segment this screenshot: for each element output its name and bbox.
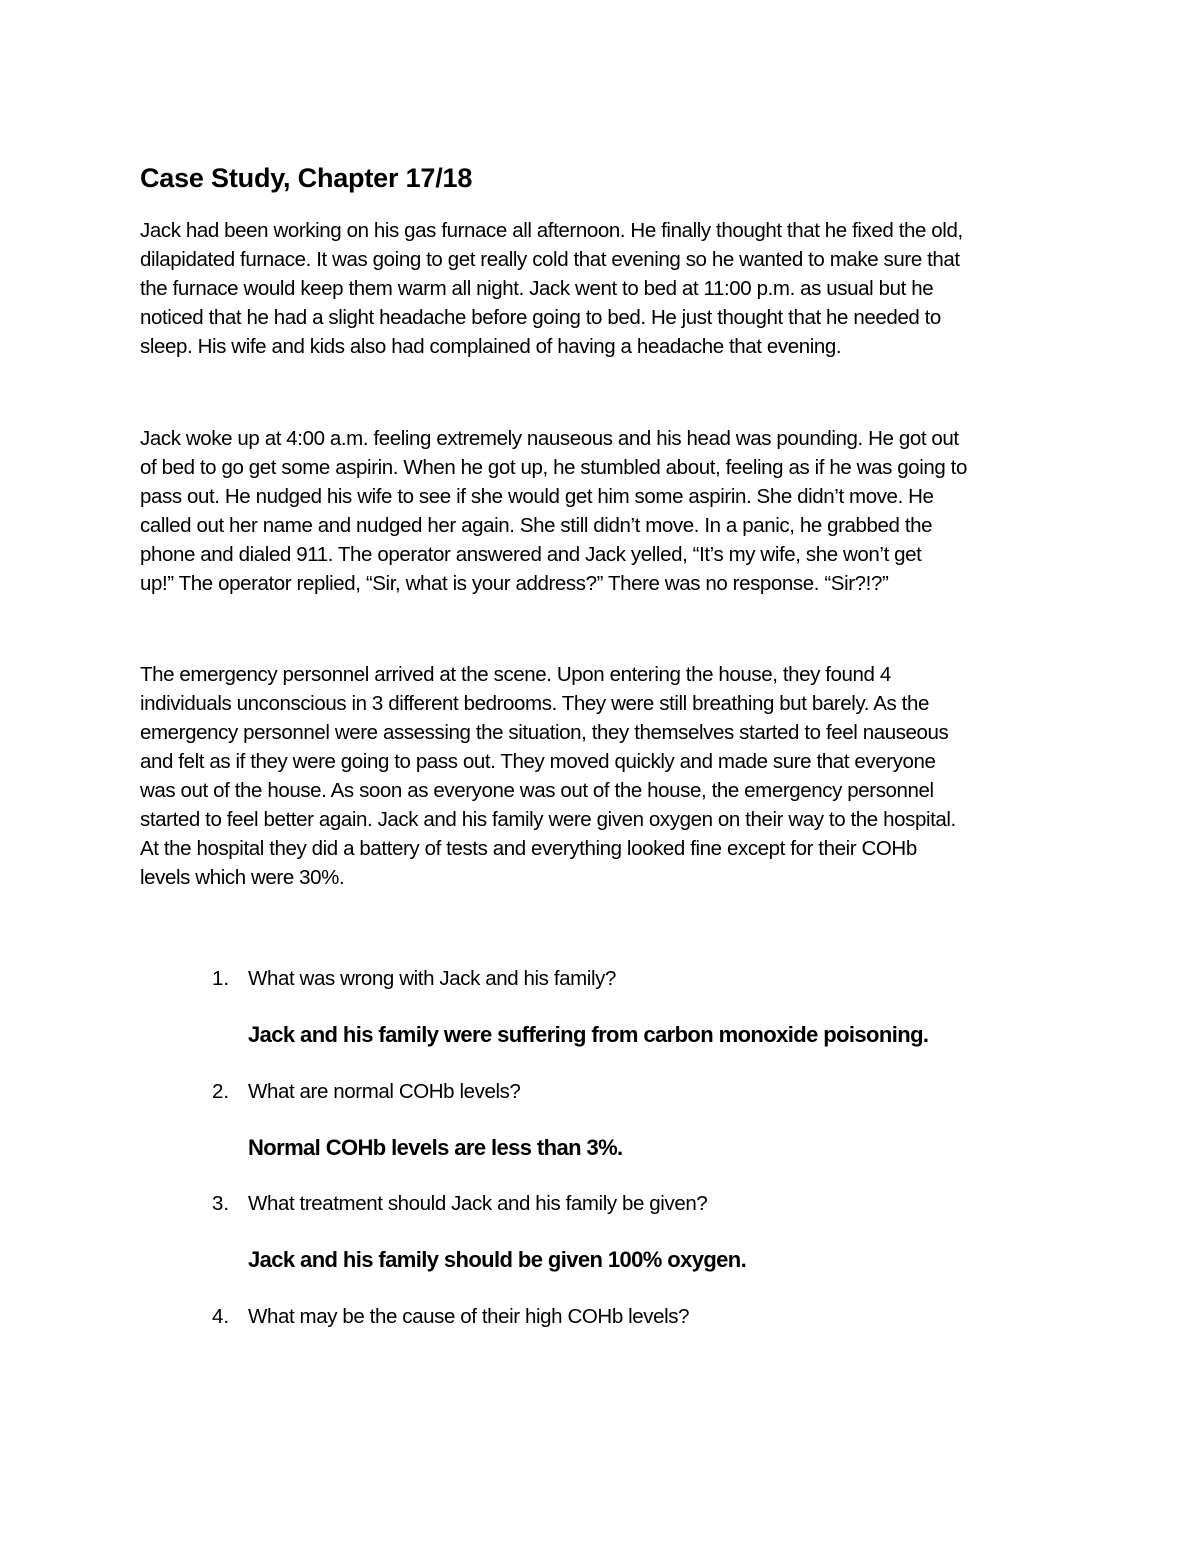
paragraph-line: Jack woke up at 4:00 a.m. feeling extremely nauseous and his head was pounding. He got out bbox=[140, 427, 959, 450]
paragraph-line: The emergency personnel arrived at the scene. Upon entering the house, they found 4 bbox=[140, 663, 891, 686]
paragraph-2 bbox=[140, 424, 1070, 598]
paragraph-line: started to feel better again. Jack and his family were given oxygen on their way to the hospital. bbox=[140, 808, 956, 831]
question-3-number: 3. bbox=[212, 1192, 230, 1215]
question-4-text: What may be the cause of their high COHb levels? bbox=[248, 1305, 690, 1328]
paragraph-line: sleep. His wife and kids also had complained of having a headache that evening. bbox=[140, 335, 842, 358]
paragraph-3 bbox=[140, 660, 1070, 892]
document-title: Case Study, Chapter 17/18 bbox=[140, 163, 473, 193]
paragraph-line: of bed to go get some aspirin. When he got up, he stumbled about, feeling as if he was going to bbox=[140, 456, 967, 479]
paragraph-line: Jack had been working on his gas furnace all afternoon. He finally thought that he fixed the old, bbox=[140, 219, 963, 242]
paragraph-line: phone and dialed 911. The operator answered and Jack yelled, “It’s my wife, she won’t get bbox=[140, 543, 922, 566]
paragraph-line: At the hospital they did a battery of tests and everything looked fine except for their COHb bbox=[140, 837, 917, 860]
question-1-number: 1. bbox=[212, 967, 230, 990]
paragraph-line: and felt as if they were going to pass out. They moved quickly and made sure that everyone bbox=[140, 750, 936, 773]
paragraph-line: noticed that he had a slight headache before going to bed. He just thought that he needed to bbox=[140, 306, 941, 329]
answer-1: Jack and his family were suffering from carbon monoxide poisoning. bbox=[248, 1022, 929, 1047]
paragraph-line: individuals unconscious in 3 different bedrooms. They were still breathing but barely. As the bbox=[140, 692, 929, 715]
paragraph-line: called out her name and nudged her again. She still didn’t move. In a panic, he grabbed the bbox=[140, 514, 933, 537]
answer-3: Jack and his family should be given 100% oxygen. bbox=[248, 1247, 747, 1272]
question-1-text: What was wrong with Jack and his family? bbox=[248, 967, 616, 990]
question-2-text: What are normal COHb levels? bbox=[248, 1080, 521, 1103]
paragraph-line: the furnace would keep them warm all night. Jack went to bed at 11:00 p.m. as usual but he bbox=[140, 277, 934, 300]
question-4-number: 4. bbox=[212, 1305, 230, 1328]
paragraph-line: dilapidated furnace. It was going to get really cold that evening so he wanted to make sure that bbox=[140, 248, 960, 271]
paragraph-line: up!” The operator replied, “Sir, what is your address?” There was no response. “Sir?!?” bbox=[140, 572, 889, 595]
paragraph-line: emergency personnel were assessing the situation, they themselves started to feel nauseous bbox=[140, 721, 949, 744]
paragraph-1 bbox=[140, 216, 1070, 361]
question-2-number: 2. bbox=[212, 1080, 230, 1103]
question-3-text: What treatment should Jack and his family be given? bbox=[248, 1192, 708, 1215]
paragraph-line: levels which were 30%. bbox=[140, 866, 345, 889]
paragraph-line: pass out. He nudged his wife to see if she would get him some aspirin. She didn’t move. He bbox=[140, 485, 934, 508]
answer-2: Normal COHb levels are less than 3%. bbox=[248, 1135, 623, 1160]
paragraph-line: was out of the house. As soon as everyone was out of the house, the emergency personnel bbox=[140, 779, 934, 802]
